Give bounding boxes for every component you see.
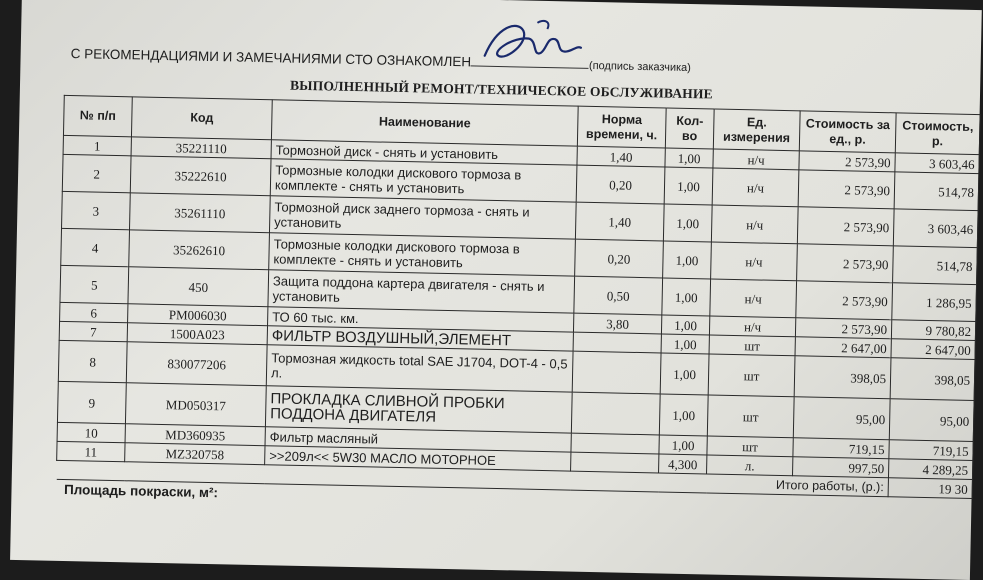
row-name: Тормозная жидкость total SAE J1704, DOT-4 - 0,5 л. <box>266 345 573 392</box>
row-code: MD360935 <box>125 424 265 446</box>
row-no: 4 <box>61 228 130 266</box>
row-price: 2 647,00 <box>795 337 891 358</box>
row-name: ФИЛЬТР ВОЗДУШНЫЙ,ЭЛЕМЕНТ <box>267 326 573 351</box>
row-name: Защита поддона картера двигателя - снять и установить <box>268 270 575 313</box>
totals-value: 19 30 <box>888 478 972 499</box>
row-unit: шт <box>707 395 794 438</box>
row-price: 2 573,90 <box>796 281 893 320</box>
row-total: 1 286,95 <box>892 283 977 322</box>
paint-area-label: Площадь покраски, м²: <box>63 481 219 500</box>
row-name: Тормозной диск - снять и установить <box>271 140 577 165</box>
row-unit: шт <box>709 335 795 356</box>
row-price: 95,00 <box>793 397 890 440</box>
row-name: Фильтр масляный <box>265 427 571 452</box>
row-qty: 1,00 <box>660 353 709 395</box>
row-qty: 1,00 <box>659 394 708 436</box>
row-norm: 3,80 <box>573 313 661 334</box>
row-unit: шт <box>708 354 795 397</box>
row-price: 2 573,90 <box>797 207 894 246</box>
row-no: 11 <box>57 441 125 461</box>
row-unit: л. <box>707 455 793 476</box>
row-norm <box>571 392 660 435</box>
row-unit: н/ч <box>713 149 799 170</box>
header-price: Стоимость за ед., р. <box>799 111 896 153</box>
acknowledgement-line <box>71 45 692 74</box>
row-unit: н/ч <box>710 279 797 318</box>
header-total: Стоимость, р. <box>895 113 980 155</box>
row-name: >>209л<< 5W30 МАСЛО МОТОРНОЕ <box>265 446 571 471</box>
row-code: 35222610 <box>130 156 271 196</box>
header-code: Код <box>131 97 272 140</box>
row-price: 997,50 <box>792 457 888 478</box>
signature-scribble <box>477 16 588 70</box>
row-total: 9 780,82 <box>891 320 975 341</box>
row-code: 1500A023 <box>127 323 267 345</box>
row-price: 2 573,90 <box>799 151 895 172</box>
row-no: 3 <box>62 191 131 229</box>
row-norm <box>573 332 661 353</box>
row-name: ПРОКЛАДКА СЛИВНОЙ ПРОБКИ ПОДДОНА ДВИГАТЕЛЯ <box>265 386 572 433</box>
row-no: 8 <box>58 340 127 382</box>
row-qty: 1,00 <box>659 435 707 455</box>
row-code: 830077206 <box>126 342 267 386</box>
row-qty: 1,00 <box>661 334 709 354</box>
row-qty: 1,00 <box>661 315 709 335</box>
row-code: MD050317 <box>125 383 266 427</box>
row-norm: 1,40 <box>575 202 664 241</box>
row-norm: 1,40 <box>577 146 665 167</box>
row-name: Тормозные колодки дискового тормоза в комплекте - снять и установить <box>270 159 577 202</box>
row-norm <box>572 351 661 394</box>
row-no: 9 <box>57 381 126 423</box>
row-norm <box>571 433 659 454</box>
row-unit: н/ч <box>711 205 798 244</box>
header-qty: Кол-во <box>665 108 714 149</box>
row-unit: шт <box>707 436 793 457</box>
row-total: 719,15 <box>889 440 973 461</box>
row-code: MZ320758 <box>125 443 265 465</box>
services-table <box>55 95 980 517</box>
row-qty: 1,00 <box>665 148 713 168</box>
row-qty: 1,00 <box>664 167 713 205</box>
header-no: № п/п <box>63 95 132 136</box>
row-code: 35221110 <box>131 137 271 159</box>
row-total: 4 289,25 <box>888 459 972 480</box>
row-price: 398,05 <box>794 356 891 399</box>
row-price: 2 573,90 <box>797 244 894 283</box>
row-no: 1 <box>63 135 131 155</box>
row-no: 5 <box>60 265 129 303</box>
row-total: 3 603,46 <box>893 209 978 248</box>
row-unit: н/ч <box>709 316 795 337</box>
row-unit: н/ч <box>712 168 799 207</box>
header-name: Наименование <box>271 100 578 146</box>
row-total: 3 603,46 <box>895 153 979 174</box>
row-total: 95,00 <box>889 399 974 442</box>
row-no: 7 <box>59 321 127 341</box>
acknowledgement-text: С РЕКОМЕНДАЦИЯМИ И ЗАМЕЧАНИЯМИ СТО ОЗНАКОМЛЕН <box>70 46 472 70</box>
row-qty: 1,00 <box>663 204 712 242</box>
row-code: 450 <box>128 267 269 307</box>
document-title: ВЫПОЛНЕННЫЙ РЕМОНТ/ТЕХНИЧЕСКОЕ ОБСЛУЖИВАНИЕ <box>289 77 714 102</box>
row-norm <box>571 452 659 473</box>
row-price: 2 573,90 <box>798 170 895 209</box>
row-norm: 0,20 <box>575 239 664 278</box>
row-price: 2 573,90 <box>795 318 891 339</box>
row-qty: 1,00 <box>662 278 711 316</box>
signature-hint: (подпись заказчика) <box>588 59 691 75</box>
header-unit: Ед. измерения <box>713 109 800 151</box>
header-norm: Норма времени, ч. <box>577 106 666 148</box>
row-qty: 1,00 <box>663 241 712 279</box>
row-code: 35262610 <box>129 230 270 270</box>
document-page <box>10 0 982 580</box>
row-unit: н/ч <box>711 242 798 281</box>
row-price: 719,15 <box>793 438 889 459</box>
row-total: 398,05 <box>890 358 975 401</box>
totals-label: Итого работы, (р.): <box>56 460 888 496</box>
row-code: PM006030 <box>128 304 268 326</box>
row-qty: 4,300 <box>659 454 707 474</box>
row-norm: 0,50 <box>574 276 663 315</box>
row-norm: 0,20 <box>576 165 665 204</box>
signature-field <box>471 53 589 68</box>
row-total: 514,78 <box>893 246 978 285</box>
row-name: Тормозной диск заднего тормоза - снять и установить <box>269 196 576 239</box>
row-name: Тормозные колодки дискового тормоза в комплекте - снять и установить <box>269 233 576 276</box>
row-no: 10 <box>57 422 125 442</box>
row-total: 2 647,00 <box>891 339 975 360</box>
row-total: 514,78 <box>894 172 979 211</box>
row-no: 2 <box>62 154 131 192</box>
row-name: ТО 60 тыс. км. <box>268 307 574 332</box>
row-no: 6 <box>60 302 128 322</box>
row-code: 35261110 <box>130 193 271 233</box>
